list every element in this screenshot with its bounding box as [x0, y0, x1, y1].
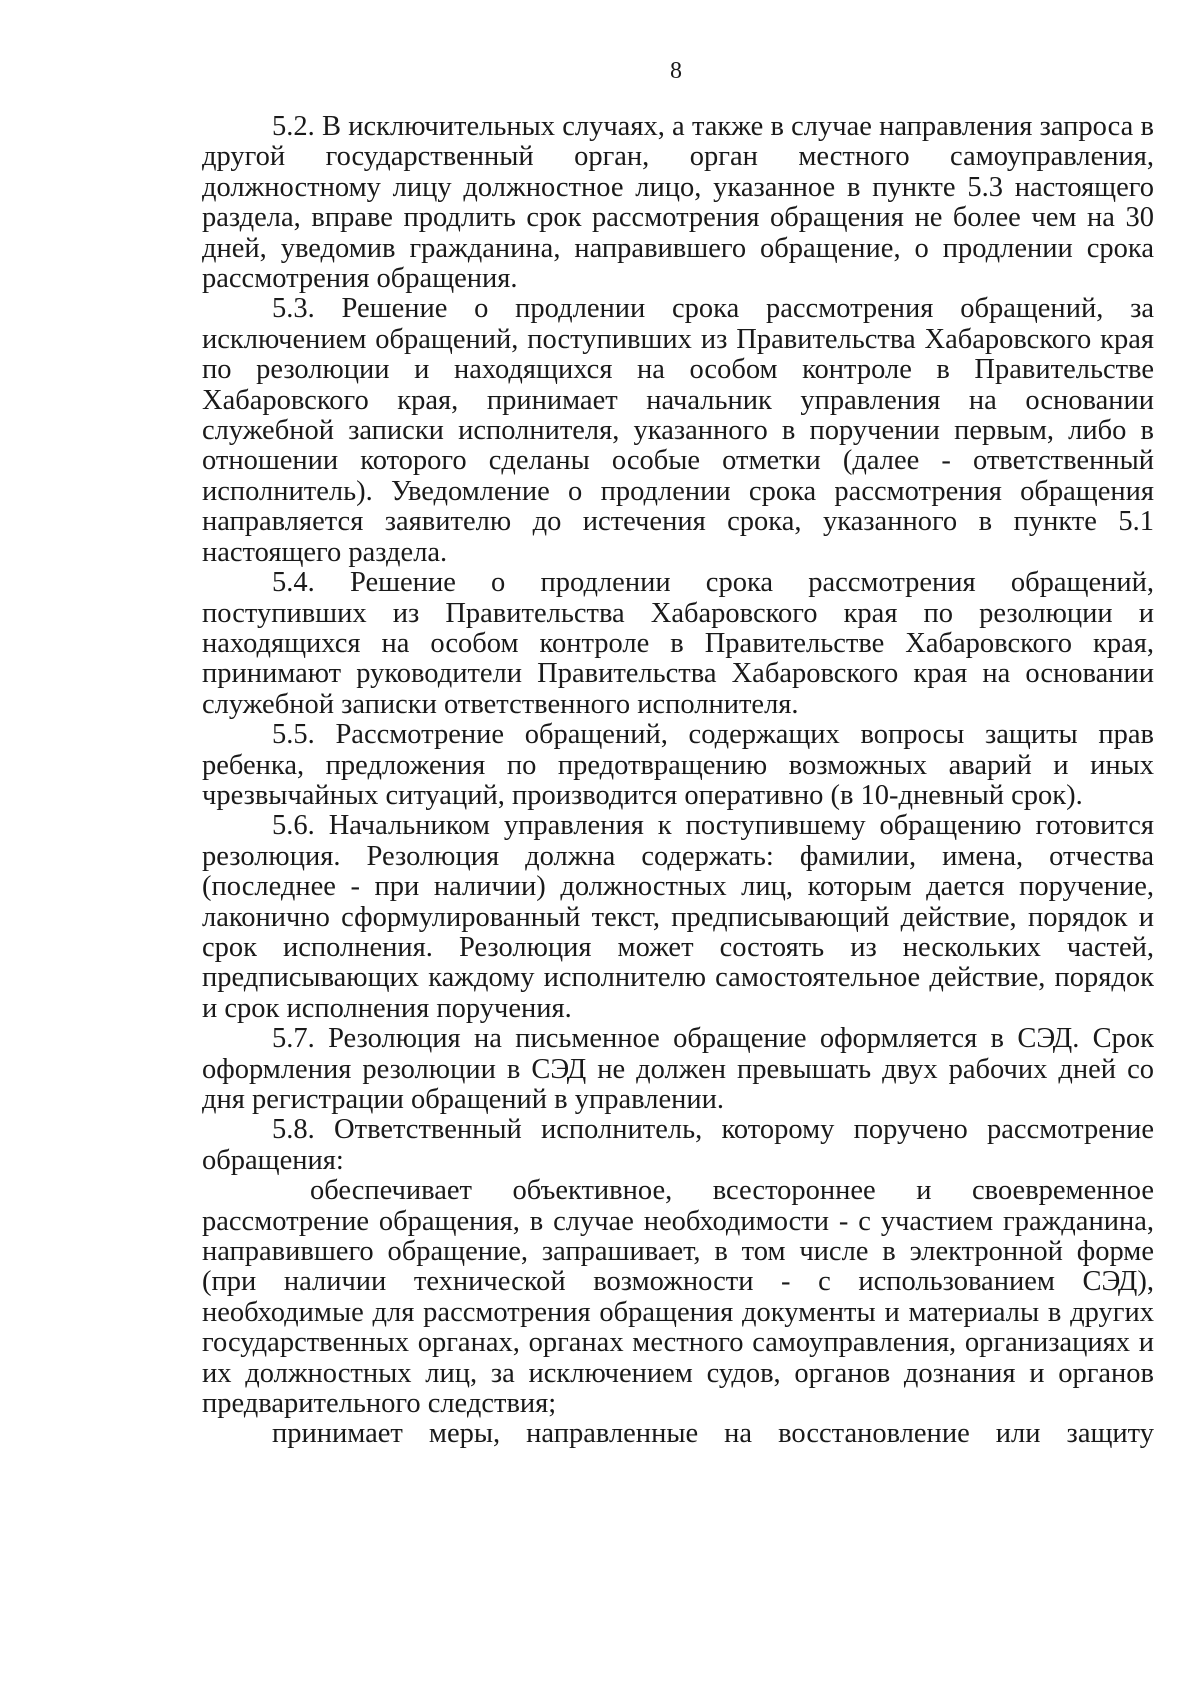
- paragraph-5-6: 5.6. Начальником управления к поступившему обращению готовится резолюция. Резолюция должна содержать: фамилии, имена, отчества (последнее - при наличии) должностных лиц, которым дается поручение, лаконично сформулированный текст, предписывающий действие, порядок и срок исполнения. Резолюция может состоять из нескольких частей, предписывающих каждому исполнителю самостоятельное действие, порядок и срок исполнения поручения.: [202, 810, 1154, 1024]
- paragraph-5-8: 5.8. Ответственный исполнитель, которому поручено рассмотрение обращения:: [202, 1114, 1154, 1176]
- paragraph-5-5: 5.5. Рассмотрение обращений, содержащих вопросы защиты прав ребенка, предложения по предотвращению возможных аварий и иных чрезвычайных ситуаций, производится оперативно (в 10-дневный срок).: [202, 719, 1154, 811]
- paragraph-5-8-obligation-1: обеспечивает объективное, всестороннее и своевременное рассмотрение обращения, в случае необходимости - с участием гражданина, направившего обращение, запрашивает, в том числе в электронной форме (при наличии технической возможности - с использованием СЭД), необходимые для рассмотрения обращения документы и материалы в других государственных органах, органах местного самоуправления, организациях и их должностных лиц, за исключением судов, органов дознания и органов предварительного следствия;: [202, 1175, 1154, 1420]
- paragraph-5-2: 5.2. В исключительных случаях, а также в случае направления запроса в другой государственный орган, орган местного самоуправления, должностному лицу должностное лицо, указанное в пункте 5.3 настоящего раздела, вправе продлить срок рассмотрения обращения не более чем на 30 дней, уведомив гражданина, направившего обращение, о продлении срока рассмотрения обращения.: [202, 111, 1154, 295]
- paragraph-5-8-obligation-2: принимает меры, направленные на восстановление или защиту: [272, 1418, 1154, 1450]
- paragraph-5-3: 5.3. Решение о продлении срока рассмотрения обращений, за исключением обращений, поступивших из Правительства Хабаровского края по резолюции и находящихся на особом контроле в Правительстве Хабаровского края, принимает начальник управления на основании служебной записки исполнителя, указанного в поручении первым, либо в отношении которого сделаны особые отметки (далее - ответственный исполнитель). Уведомление о продлении срока рассмотрения обращения направляется заявителю до истечения срока, указанного в пункте 5.1 настоящего раздела.: [202, 293, 1154, 568]
- paragraph-5-7: 5.7. Резолюция на письменное обращение оформляется в СЭД. Срок оформления резолюции в СЭД не должен превышать двух рабочих дней со дня регистрации обращений в управлении.: [202, 1023, 1154, 1115]
- paragraph-5-4: 5.4. Решение о продлении срока рассмотрения обращений, поступивших из Правительства Хабаровского края по резолюции и находящихся на особом контроле в Правительстве Хабаровского края, принимают руководители Правительства Хабаровского края на основании служебной записки ответственного исполнителя.: [202, 567, 1154, 720]
- page-number: 8: [670, 58, 682, 84]
- document-body: [202, 112, 1154, 1450]
